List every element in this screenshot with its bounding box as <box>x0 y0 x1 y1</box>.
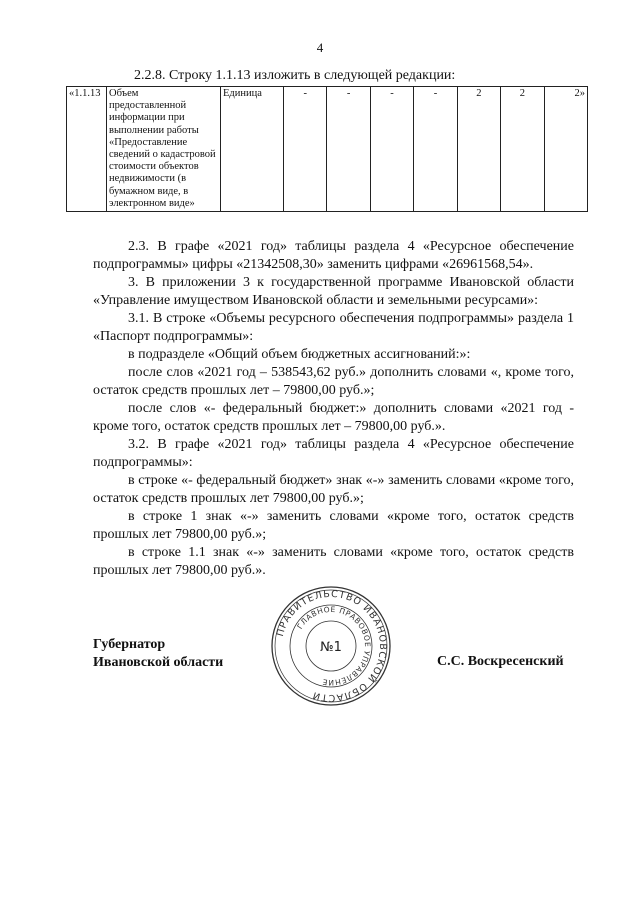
row-value-cell: - <box>414 87 457 212</box>
paragraph: в строке 1.1 знак «-» заменить словами «кроме того, остаток средств прошлых лет 79800,00 руб.». <box>93 545 574 578</box>
seal-inner-text: ГЛАВНОЕ ПРАВОВОЕ УПРАВЛЕНИЕ <box>295 604 373 688</box>
row-name-cell: Объем предоставленной информации при выполнении работы «Предоставление сведений о кадастровой стоимости объектов недвижимости (в бумажном виде, в электронном виде» <box>107 87 221 212</box>
page-number: 4 <box>316 40 324 55</box>
row-value-cell: 2» <box>544 87 587 212</box>
section-heading: 2.2.8. Строку 1.1.13 изложить в следующей редакции: <box>134 68 456 83</box>
paragraph: в строке «- федеральный бюджет» знак «-» заменить словами «кроме того, остаток средств прошлых лет 79800,00 руб.»; <box>93 473 574 506</box>
paragraph: в строке 1 знак «-» заменить словами «кроме того, остаток средств прошлых лет 79800,00 руб.»; <box>93 509 574 542</box>
paragraph: после слов «2021 год – 538543,62 руб.» дополнить словами «, кроме того, остаток средств прошлых лет – 79800,00 руб.»; <box>93 365 574 398</box>
paragraph: 3. В приложении 3 к государственной программе Ивановской области «Управление имуществом Ивановской области и земельными ресурсами»: <box>93 275 574 308</box>
row-unit-cell: Единица <box>221 87 284 212</box>
paragraph: 2.3. В графе «2021 год» таблицы раздела 4 «Ресурсное обеспечение подпрограммы» цифры «21342508,30» заменить цифрами «26961568,54». <box>93 239 574 272</box>
signatory-title <box>93 636 223 672</box>
signatory-title-line: Губернатор <box>93 637 166 652</box>
seal-number: №1 <box>320 640 342 655</box>
paragraph: 3.1. В строке «Объемы ресурсного обеспечения подпрограммы» раздела 1 «Паспорт подпрограммы»: <box>93 311 574 344</box>
row-code-cell: «1.1.13 <box>67 87 107 212</box>
row-value-cell: 2 <box>457 87 500 212</box>
row-value-cell: 2 <box>501 87 544 212</box>
seal-ring-text: ПРАВИТЕЛЬСТВО ИВАНОВСКОЙ ОБЛАСТИ <box>274 588 389 704</box>
signatory-title-line: Ивановской области <box>93 655 224 670</box>
paragraph: в подразделе «Общий объем бюджетных ассигнований:»: <box>128 347 471 362</box>
replacement-row-table <box>66 86 588 212</box>
paragraph: после слов «- федеральный бюджет:» дополнить словами «2021 год - кроме того, остаток средств прошлых лет – 79800,00 руб.». <box>93 401 574 434</box>
document-body <box>93 238 574 580</box>
row-value-cell: - <box>370 87 413 212</box>
official-seal <box>270 585 392 707</box>
signatory-name: С.С. Воскресенский <box>437 654 564 669</box>
table-row <box>67 87 588 212</box>
row-value-cell: - <box>284 87 327 212</box>
paragraph: 3.2. В графе «2021 год» таблицы раздела 4 «Ресурсное обеспечение подпрограммы»: <box>93 437 574 470</box>
row-value-cell: - <box>327 87 370 212</box>
